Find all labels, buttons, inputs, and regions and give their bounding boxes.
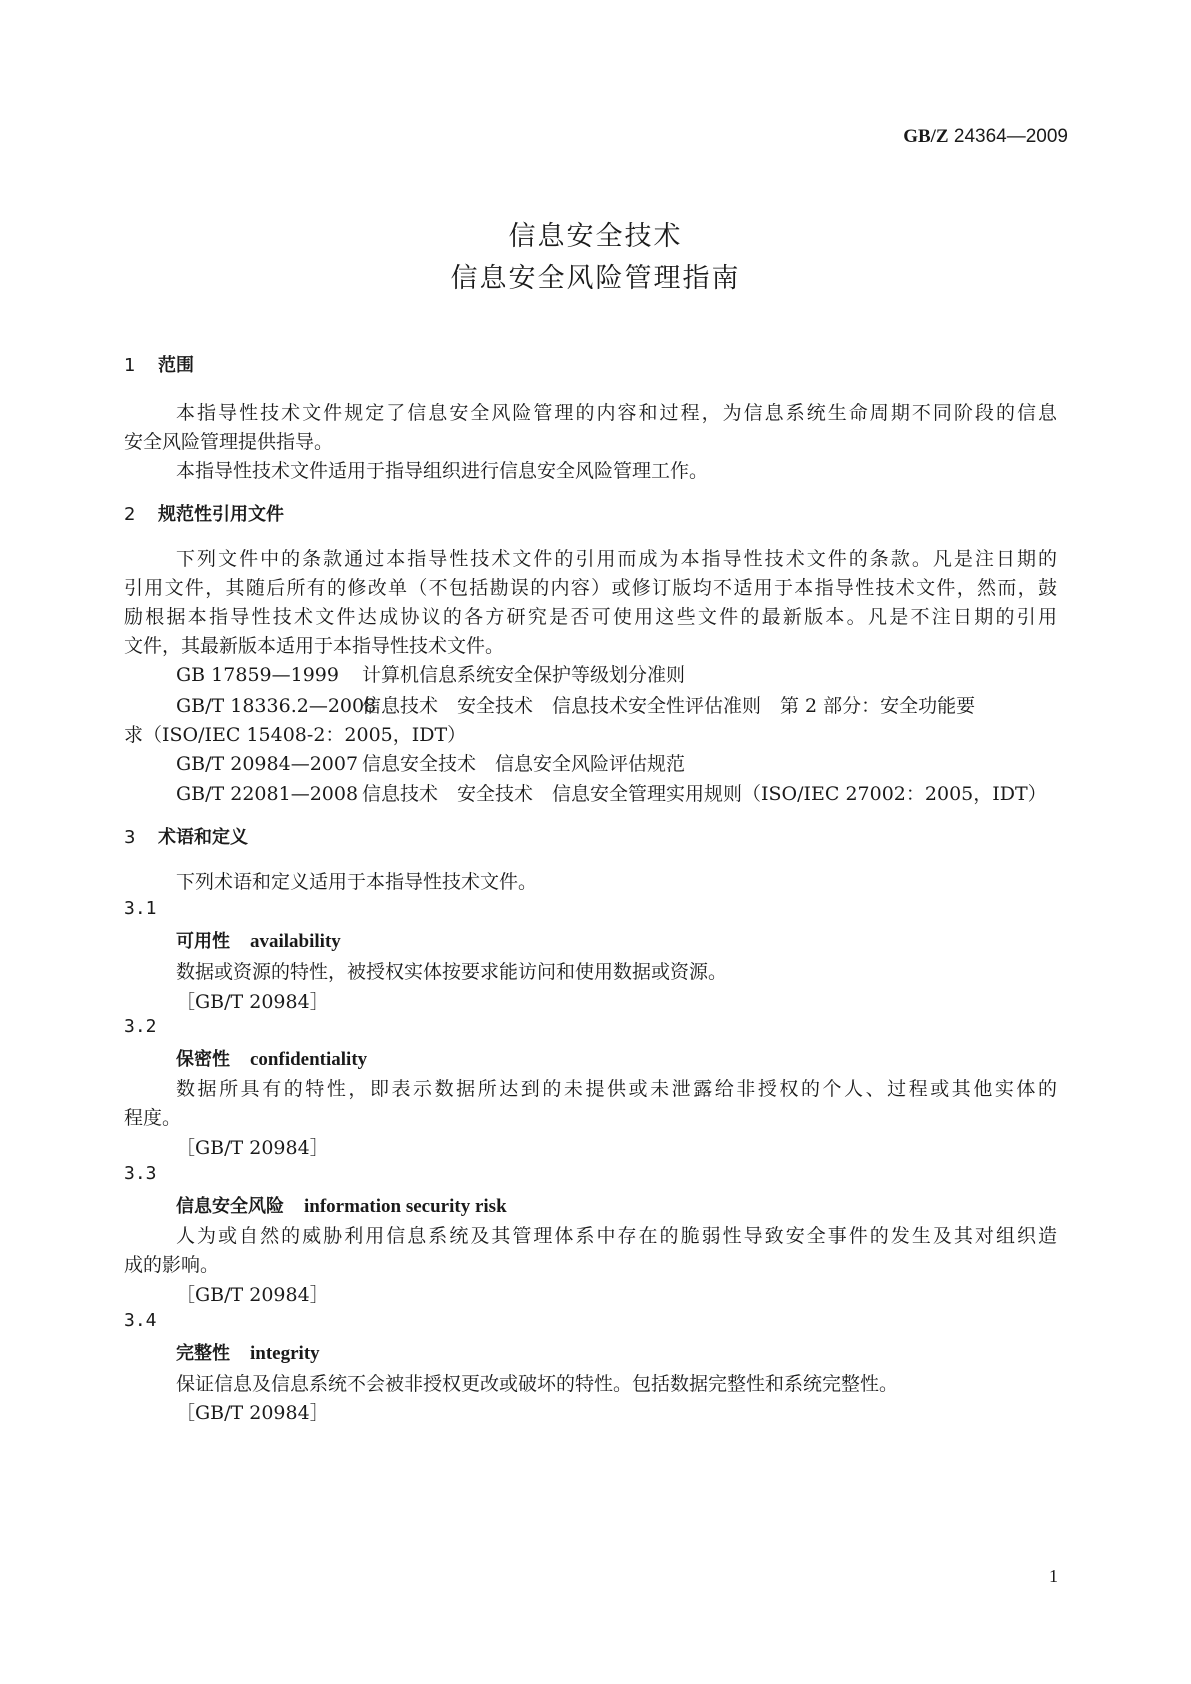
paragraph: 本指导性技术文件适用于指导组织进行信息安全风险管理工作。 — [176, 460, 709, 482]
section-title: 规范性引用文件 — [158, 504, 284, 525]
term-zh: 完整性 — [176, 1343, 230, 1364]
term-source: ［GB/T 20984］ — [176, 1137, 329, 1159]
term-source: ［GB/T 20984］ — [176, 991, 329, 1013]
term-source: ［GB/T 20984］ — [176, 1284, 329, 1306]
paragraph-line: 引用文件，其随后所有的修改单（不包括勘误的内容）或修订版均不适用于本指导性技术文件，然而，鼓 — [124, 577, 1057, 599]
reference-title: 信息安全技术 信息安全风险评估规范 — [362, 753, 686, 775]
reference-item — [176, 691, 975, 718]
term-number: 3.1 — [124, 898, 157, 919]
reference-code: GB/T 20984—2007 — [176, 753, 359, 775]
term-zh: 信息安全风险 — [176, 1196, 284, 1217]
document-title-line1: 信息安全技术 — [508, 221, 683, 252]
reference-item — [176, 779, 1047, 806]
term-number: 3.3 — [124, 1163, 157, 1184]
paragraph-line: 安全风险管理提供指导。 — [124, 431, 334, 453]
term-heading — [176, 1045, 367, 1071]
term-definition-line: 程度。 — [124, 1107, 182, 1129]
term-definition: 保证信息及信息系统不会被非授权更改或破坏的特性。包括数据完整性和系统完整性。 — [176, 1373, 899, 1395]
term-definition-line: 人为或自然的威胁利用信息系统及其管理体系中存在的脆弱性导致安全事件的发生及其对组织造 — [176, 1225, 1057, 1247]
reference-title: 信息技术 安全技术 信息技术安全性评估准则 第 2 部分：安全功能要 — [362, 695, 976, 717]
paragraph-line: 本指导性技术文件规定了信息安全风险管理的内容和过程，为信息系统生命周期不同阶段的信息 — [176, 402, 1057, 424]
term-definition-line: 成的影响。 — [124, 1254, 220, 1276]
term-definition-line: 数据所具有的特性，即表示数据所达到的未提供或未泄露给非授权的个人、过程或其他实体的 — [176, 1078, 1057, 1100]
reference-title: 信息技术 安全技术 信息安全管理实用规则（ISO/IEC 27002：2005，IDT） — [362, 783, 1047, 805]
term-number: 3.2 — [124, 1016, 157, 1037]
reference-title-continued: 求（ISO/IEC 15408-2：2005，IDT） — [124, 724, 467, 746]
reference-code: GB 17859—1999 — [176, 664, 339, 686]
term-en: confidentiality — [250, 1049, 368, 1070]
term-heading — [176, 1192, 507, 1218]
reference-code: GB/T 22081—2008 — [176, 783, 359, 805]
term-zh: 可用性 — [176, 931, 230, 952]
section-title: 范围 — [158, 355, 194, 376]
standard-code: 24364—2009 — [948, 126, 1068, 147]
term-source: ［GB/T 20984］ — [176, 1402, 329, 1424]
paragraph: 下列术语和定义适用于本指导性技术文件。 — [176, 871, 538, 893]
page-number: 1 — [1049, 1566, 1058, 1586]
reference-title: 计算机信息系统安全保护等级划分准则 — [362, 664, 686, 686]
term-definition: 数据或资源的特性，被授权实体按要求能访问和使用数据或资源。 — [176, 961, 728, 983]
term-heading — [176, 927, 341, 953]
section-heading-scope — [124, 351, 194, 377]
term-en: availability — [250, 931, 341, 952]
term-en: information security risk — [304, 1196, 507, 1217]
reference-code: GB/T 18336.2—2008 — [176, 695, 377, 717]
term-number: 3.4 — [124, 1310, 157, 1331]
paragraph-line: 文件，其最新版本适用于本指导性技术文件。 — [124, 635, 505, 657]
standard-number — [903, 126, 1068, 148]
standard-prefix: GB/Z — [903, 126, 949, 147]
paragraph-line: 励根据本指导性技术文件达成协议的各方研究是否可使用这些文件的最新版本。凡是不注日期的引用 — [124, 606, 1057, 628]
term-heading — [176, 1339, 320, 1365]
document-title-line2: 信息安全风险管理指南 — [450, 263, 741, 294]
term-en: integrity — [250, 1343, 320, 1364]
section-number: 1 — [124, 355, 136, 376]
section-number: 2 — [124, 504, 136, 525]
term-zh: 保密性 — [176, 1049, 230, 1070]
section-title: 术语和定义 — [158, 827, 248, 848]
section-heading-normative-references — [124, 500, 284, 526]
reference-item — [176, 749, 685, 776]
section-heading-terms-definitions — [124, 823, 248, 849]
reference-item — [176, 660, 685, 687]
section-number: 3 — [124, 827, 136, 848]
paragraph-line: 下列文件中的条款通过本指导性技术文件的引用而成为本指导性技术文件的条款。凡是注日期的 — [176, 548, 1057, 570]
